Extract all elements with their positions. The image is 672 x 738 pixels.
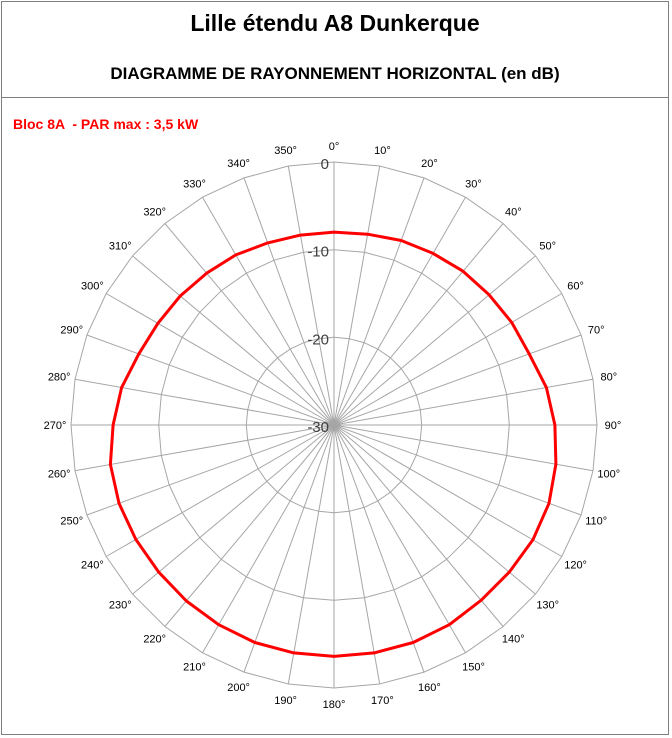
radial-tick-label: -30 — [307, 419, 329, 436]
angle-label: 140° — [501, 633, 525, 646]
grid-spoke — [165, 425, 334, 627]
angle-label: 250° — [60, 515, 84, 528]
grid-spoke — [244, 178, 334, 425]
angle-label: 220° — [143, 633, 167, 646]
angle-label: 110° — [585, 515, 608, 528]
chart-subtitle: DIAGRAMME DE RAYONNEMENT HORIZONTAL (en dB) — [110, 64, 560, 83]
grid-spoke — [334, 425, 424, 672]
series-point — [532, 539, 534, 541]
angle-label: 260° — [47, 468, 71, 481]
angle-label: 80° — [600, 371, 618, 384]
angle-label: 230° — [108, 599, 132, 612]
angle-label: 160° — [418, 682, 441, 695]
angle-label: 20° — [421, 157, 438, 170]
angle-label: 120° — [564, 559, 587, 572]
angle-label: 40° — [504, 206, 522, 219]
angle-label: 310° — [108, 240, 132, 253]
series-point — [555, 463, 557, 465]
angle-label: 180° — [322, 699, 346, 711]
series-point — [120, 386, 122, 388]
grid-spoke — [334, 425, 503, 627]
grid-spoke — [133, 425, 335, 594]
angle-label: 320° — [143, 206, 167, 219]
series-point — [488, 294, 490, 296]
series-point — [545, 386, 547, 388]
angle-label: 210° — [183, 661, 206, 674]
angle-label: 330° — [183, 178, 206, 191]
series-point — [157, 322, 159, 324]
angle-label: 130° — [536, 599, 560, 612]
polar-grid — [71, 162, 597, 688]
angle-label: 240° — [81, 559, 104, 572]
series-point — [218, 624, 220, 626]
series-point — [333, 231, 335, 233]
grid-spoke — [334, 425, 536, 594]
angle-label: 10° — [374, 145, 391, 158]
grid-spoke — [244, 425, 334, 672]
series-point — [508, 571, 510, 573]
series-point — [179, 295, 181, 297]
series-point — [462, 270, 464, 272]
angle-label: 150° — [462, 661, 485, 674]
series-point — [480, 599, 482, 601]
series-point — [373, 652, 375, 654]
angle-label: 0° — [328, 141, 340, 153]
series-point — [366, 233, 368, 235]
series-point — [135, 538, 137, 540]
series-legend-label: Bloc 8A - PAR max : 3,5 kW — [13, 116, 199, 132]
angle-label: 50° — [539, 240, 557, 253]
angle-label: 280° — [47, 371, 71, 384]
series-point — [511, 321, 513, 323]
series-point — [109, 463, 111, 465]
grid-spoke — [133, 256, 335, 425]
radial-tick-label: 0 — [320, 156, 329, 173]
grid-spoke — [334, 224, 503, 426]
angle-label: 270° — [43, 420, 67, 432]
series-point — [432, 252, 434, 254]
series-point — [118, 502, 120, 504]
series-point — [205, 272, 207, 274]
angle-label: 100° — [597, 468, 621, 481]
series-point — [412, 641, 414, 643]
series-point — [448, 624, 450, 626]
angle-label: 200° — [227, 682, 250, 695]
series-point — [299, 234, 301, 236]
angle-label: 170° — [371, 694, 394, 707]
angle-label: 350° — [274, 145, 297, 158]
radial-tick-label: -20 — [307, 331, 329, 349]
angle-label: 30° — [465, 178, 482, 191]
radial-tick-label: -10 — [307, 243, 329, 261]
series-point — [548, 502, 550, 504]
radial-tick-labels — [307, 156, 329, 436]
angle-label: 300° — [81, 280, 104, 293]
series-point — [554, 424, 556, 426]
chart-title: Lille étendu A8 Dunkerque — [190, 10, 480, 36]
grid-spoke — [87, 425, 334, 515]
grid-spoke — [334, 425, 581, 515]
series-point — [333, 655, 335, 657]
series-point — [528, 353, 530, 355]
angle-label: 70° — [587, 324, 605, 337]
series-point — [185, 600, 187, 602]
grid-spoke — [334, 256, 536, 425]
angle-label: 60° — [567, 280, 584, 293]
series-point — [158, 571, 160, 573]
angle-label: 190° — [274, 694, 297, 707]
angle-label: 90° — [604, 420, 622, 432]
grid-spoke — [334, 178, 424, 425]
series-point — [267, 242, 269, 244]
series-point — [235, 254, 237, 256]
series-point — [400, 239, 402, 241]
series-point — [254, 641, 256, 643]
series-point — [138, 353, 140, 355]
angle-label: 290° — [60, 324, 84, 337]
series-point — [112, 424, 114, 426]
series-point — [293, 652, 295, 654]
angle-label: 340° — [227, 157, 250, 170]
series-layer — [109, 231, 560, 658]
